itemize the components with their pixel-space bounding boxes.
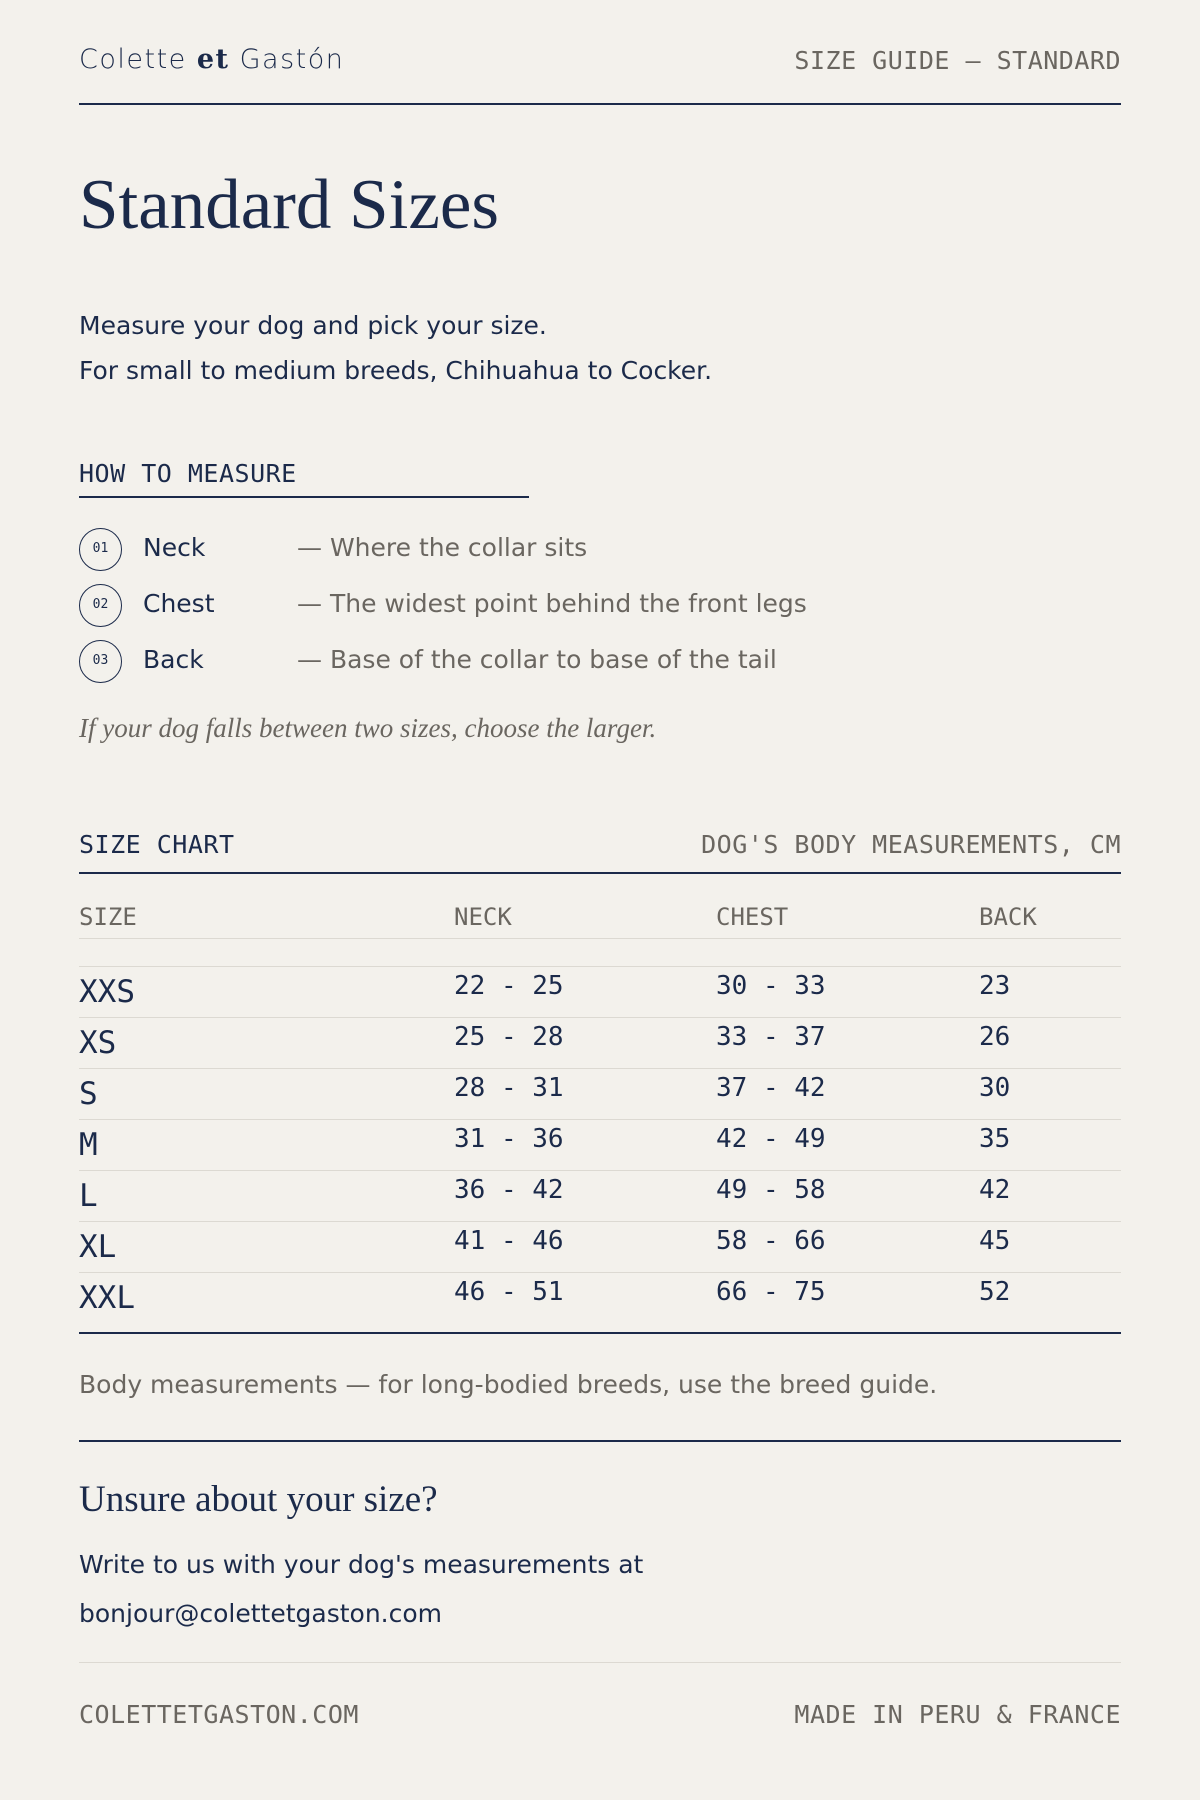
chest-cell: 58 - 66: [716, 1226, 826, 1256]
contact-line: Write to us with your dog's measurements at: [79, 1550, 644, 1579]
table-row: [79, 1273, 1121, 1324]
step-number-badge: 01: [79, 528, 122, 571]
measure-name: Neck: [143, 533, 206, 562]
size-cell: XS: [79, 1025, 117, 1061]
contact-text: [79, 1540, 643, 1638]
column-header-size: SIZE: [79, 903, 137, 931]
brand-name-part2: Gastón: [229, 44, 345, 75]
table-row: [79, 1069, 1121, 1120]
size-chart-divider: [79, 872, 1121, 874]
table-row: [79, 967, 1121, 1018]
contact-divider: [79, 1440, 1121, 1442]
measure-description: — Base of the collar to base of the tail: [297, 645, 777, 674]
chest-cell: 49 - 58: [716, 1175, 826, 1205]
column-header-chest: CHEST: [716, 903, 789, 931]
measure-item-back: [79, 640, 1121, 686]
column-header-back: BACK: [979, 903, 1037, 931]
contact-email-link[interactable]: bonjour@colettetgaston.com: [79, 1599, 443, 1628]
size-chart-heading: SIZE CHART: [79, 830, 235, 859]
brand-logo[interactable]: [79, 44, 344, 75]
size-cell: L: [79, 1178, 98, 1214]
neck-cell: 25 - 28: [454, 1022, 564, 1052]
back-cell: 23: [979, 971, 1011, 1001]
neck-cell: 36 - 42: [454, 1175, 564, 1205]
size-cell: XXS: [79, 974, 135, 1010]
header: [79, 44, 1121, 84]
measure-item-chest: [79, 584, 1121, 630]
back-cell: 26: [979, 1022, 1011, 1052]
back-cell: 42: [979, 1175, 1011, 1205]
table-row: [79, 1018, 1121, 1069]
neck-cell: 22 - 25: [454, 971, 564, 1001]
measure-name: Chest: [143, 589, 215, 618]
size-cell: M: [79, 1127, 98, 1163]
back-cell: 30: [979, 1073, 1011, 1103]
how-to-measure-heading: HOW TO MEASURE: [79, 459, 297, 488]
step-number-badge: 03: [79, 640, 122, 683]
chest-cell: 30 - 33: [716, 971, 826, 1001]
brand-name-part1: Colette: [79, 44, 197, 75]
between-sizes-note: If your dog falls between two sizes, choose the larger.: [79, 713, 657, 743]
brand-name-et: et: [196, 44, 230, 75]
chest-cell: 42 - 49: [716, 1124, 826, 1154]
table-row: [79, 1222, 1121, 1273]
measure-description: — The widest point behind the front legs: [297, 589, 807, 618]
intro-line-1: Measure your dog and pick your size.: [79, 311, 547, 340]
neck-cell: 46 - 51: [454, 1277, 564, 1307]
neck-cell: 28 - 31: [454, 1073, 564, 1103]
guide-label: SIZE GUIDE — STANDARD: [794, 46, 1121, 75]
table-row: [79, 1120, 1121, 1171]
back-cell: 52: [979, 1277, 1011, 1307]
column-header-neck: NECK: [454, 903, 512, 931]
page-title: Standard Sizes: [79, 166, 500, 244]
measure-name: Back: [143, 645, 204, 674]
step-number-badge: 02: [79, 584, 122, 627]
intro-text: [79, 303, 712, 393]
chest-cell: 37 - 42: [716, 1073, 826, 1103]
size-chart-units: DOG'S BODY MEASUREMENTS, CM: [701, 830, 1121, 859]
footer-divider: [79, 1662, 1121, 1663]
chest-cell: 66 - 75: [716, 1277, 826, 1307]
header-divider: [79, 103, 1121, 105]
contact-title: Unsure about your size?: [79, 1479, 438, 1520]
neck-cell: 41 - 46: [454, 1226, 564, 1256]
footer-website-link[interactable]: COLETTETGASTON.COM: [79, 1700, 359, 1729]
table-row: [79, 1171, 1121, 1222]
intro-line-2: For small to medium breeds, Chihuahua to Cocker.: [79, 356, 713, 385]
back-cell: 35: [979, 1124, 1011, 1154]
neck-cell: 31 - 36: [454, 1124, 564, 1154]
measure-item-neck: [79, 528, 1121, 574]
table-bottom-divider: [79, 1332, 1121, 1334]
size-cell: S: [79, 1076, 98, 1112]
header-row-divider: [79, 938, 1121, 939]
size-cell: XXL: [79, 1280, 135, 1316]
size-guide-page: [79, 0, 1121, 1800]
chest-cell: 33 - 37: [716, 1022, 826, 1052]
measure-description: — Where the collar sits: [297, 533, 588, 562]
size-cell: XL: [79, 1229, 117, 1265]
footer-origin: MADE IN PERU & FRANCE: [794, 1700, 1121, 1729]
how-to-measure-divider: [79, 496, 529, 498]
back-cell: 45: [979, 1226, 1011, 1256]
size-chart-header: [79, 830, 1121, 859]
size-chart-footnote: Body measurements — for long-bodied breeds, use the breed guide.: [79, 1370, 938, 1399]
